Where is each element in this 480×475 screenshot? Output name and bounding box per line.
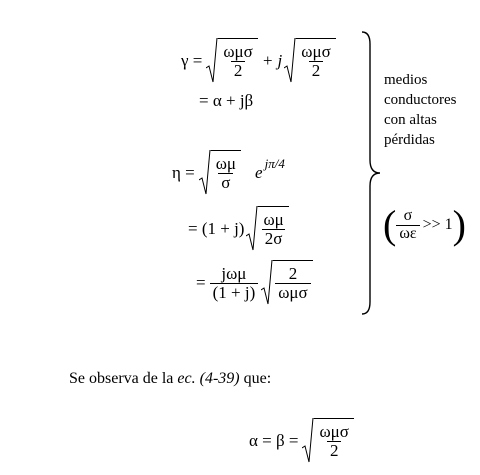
- fraction-denominator: (1 + j): [210, 283, 259, 302]
- side-note-line: medios: [384, 72, 428, 88]
- eta-sqrt: [199, 150, 241, 196]
- radical-sign-icon: [302, 418, 314, 464]
- much-greater-than: >> 1: [422, 216, 453, 233]
- left-paren-icon: (: [383, 202, 397, 247]
- alpha-plus-j-beta: = α + jβ: [199, 91, 254, 110]
- radical-sign-icon: [261, 260, 273, 306]
- fraction-denominator: ωε: [396, 225, 419, 243]
- body-paragraph: [69, 370, 271, 388]
- gamma-sqrt-2: [284, 38, 335, 84]
- fraction-numerator: ωμ: [263, 210, 284, 230]
- eta-lhs: η =: [172, 163, 195, 182]
- radical-sign-icon: [206, 38, 218, 84]
- side-note: [384, 70, 456, 150]
- final-sqrt: [302, 418, 353, 464]
- equation-reference: ec. (4-39): [177, 370, 240, 387]
- side-note-line: pérdidas: [384, 132, 435, 148]
- fraction-denominator: ωμσ: [275, 283, 310, 302]
- eta3-sqrt: [261, 260, 312, 306]
- eta2-sqrt: [246, 206, 288, 252]
- plus-j: + j: [261, 51, 283, 70]
- fraction-denominator: σ: [218, 173, 233, 192]
- fraction-denominator: 2: [231, 61, 246, 80]
- radical-sign-icon: [284, 38, 296, 84]
- side-note-line: con altas: [384, 112, 437, 128]
- right-brace-icon: [360, 30, 382, 316]
- alpha-beta-line: [199, 91, 253, 111]
- condition: [383, 202, 466, 247]
- gamma-equation: [181, 38, 336, 84]
- eta-second-line: [188, 206, 289, 252]
- equals-sign: =: [196, 273, 206, 292]
- fraction-numerator: jωμ: [221, 263, 247, 283]
- fraction-denominator: 2: [327, 441, 342, 460]
- condition-fraction: [396, 208, 419, 243]
- right-paren-icon: ): [452, 202, 466, 247]
- fraction-numerator: σ: [403, 206, 413, 224]
- paragraph-text: Se observa de la: [69, 370, 174, 387]
- fraction-numerator: ωμσ: [301, 42, 331, 62]
- one-plus-j: = (1 + j): [188, 219, 245, 238]
- side-note-line: conductores: [384, 92, 457, 108]
- eta-third-line: [196, 260, 313, 306]
- eta3-fraction: [210, 265, 259, 302]
- exp-power: jπ/4: [264, 156, 285, 171]
- radical-sign-icon: [199, 150, 211, 196]
- fraction-denominator: 2: [309, 61, 324, 80]
- fraction-denominator: 2σ: [262, 229, 286, 248]
- alpha-equals-beta: α = β =: [249, 431, 299, 450]
- radical-sign-icon: [246, 206, 258, 252]
- fraction-numerator: ωμ: [215, 154, 237, 174]
- fraction-numerator: 2: [288, 264, 298, 284]
- fraction-numerator: ωμσ: [223, 42, 253, 62]
- exp-base: e: [255, 163, 263, 182]
- eta-equation: [172, 150, 285, 196]
- final-equation: [249, 418, 354, 464]
- gamma-lhs: γ =: [181, 51, 203, 70]
- paragraph-text: que:: [243, 370, 272, 387]
- fraction-numerator: ωμσ: [319, 422, 349, 442]
- gamma-sqrt-1: [206, 38, 257, 84]
